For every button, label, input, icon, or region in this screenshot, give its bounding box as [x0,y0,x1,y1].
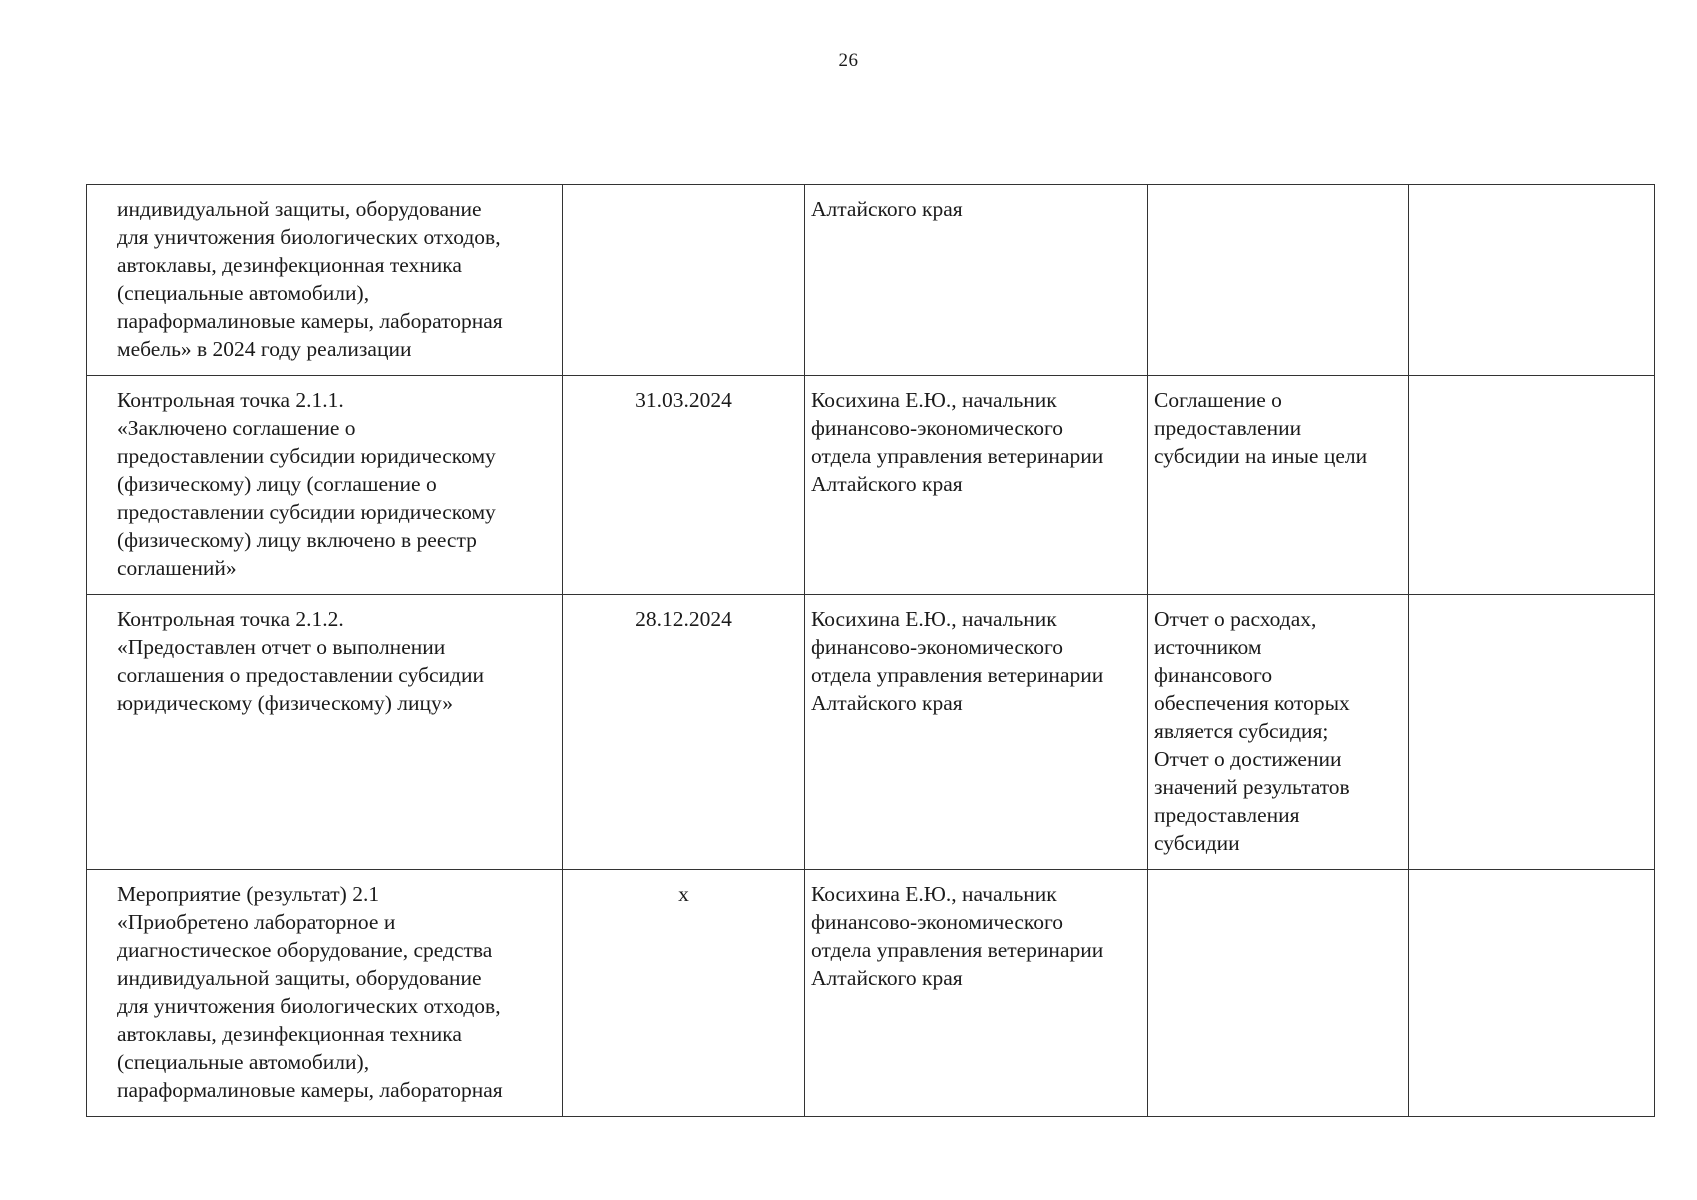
cell-deadline: 31.03.2024 [563,376,805,595]
cell-deadline: 28.12.2024 [563,595,805,870]
cell-extra [1409,376,1655,595]
cell-document [1148,870,1409,1117]
cell-responsible: Косихина Е.Ю., начальник финансово-экономического отдела управления ветеринарии Алтайского края [805,376,1148,595]
cell-document: Соглашение о предоставлении субсидии на иные цели [1148,376,1409,595]
cell-event-name: Контрольная точка 2.1.2. «Предоставлен отчет о выполнении соглашения о предоставлении субсидии юридическому (физическому) лицу» [87,595,563,870]
plan-table [86,184,1655,1117]
cell-document: Отчет о расходах, источником финансового обеспечения которых является субсидия; Отчет о достижении значений результатов предоставления субсидии [1148,595,1409,870]
cell-extra [1409,595,1655,870]
cell-event-name: Контрольная точка 2.1.1. «Заключено соглашение о предоставлении субсидии юридическому (физическому) лицу (соглашение о предоставлении субсидии юридическому (физическому) лицу включено в реестр соглашений» [87,376,563,595]
cell-responsible: Косихина Е.Ю., начальник финансово-экономического отдела управления ветеринарии Алтайского края [805,870,1148,1117]
cell-document [1148,185,1409,376]
cell-extra [1409,185,1655,376]
cell-event-name: Мероприятие (результат) 2.1 «Приобретено лабораторное и диагностическое оборудование, средства индивидуальной защиты, оборудование для уничтожения биологических отходов, автоклавы, дезинфекционная техника (специальные автомобили), параформалиновые камеры, лабораторная [87,870,563,1117]
cell-deadline: х [563,870,805,1117]
table-row [87,185,1655,376]
table-row [87,376,1655,595]
table-row [87,870,1655,1117]
cell-extra [1409,870,1655,1117]
cell-responsible: Алтайского края [805,185,1148,376]
page-number: 26 [838,50,859,71]
cell-event-name: индивидуальной защиты, оборудование для уничтожения биологических отходов, автоклавы, дезинфекционная техника (специальные автомобили), параформалиновые камеры, лабораторная мебель» в 2024 году реализации [87,185,563,376]
table-row [87,595,1655,870]
cell-deadline [563,185,805,376]
cell-responsible: Косихина Е.Ю., начальник финансово-экономического отдела управления ветеринарии Алтайского края [805,595,1148,870]
